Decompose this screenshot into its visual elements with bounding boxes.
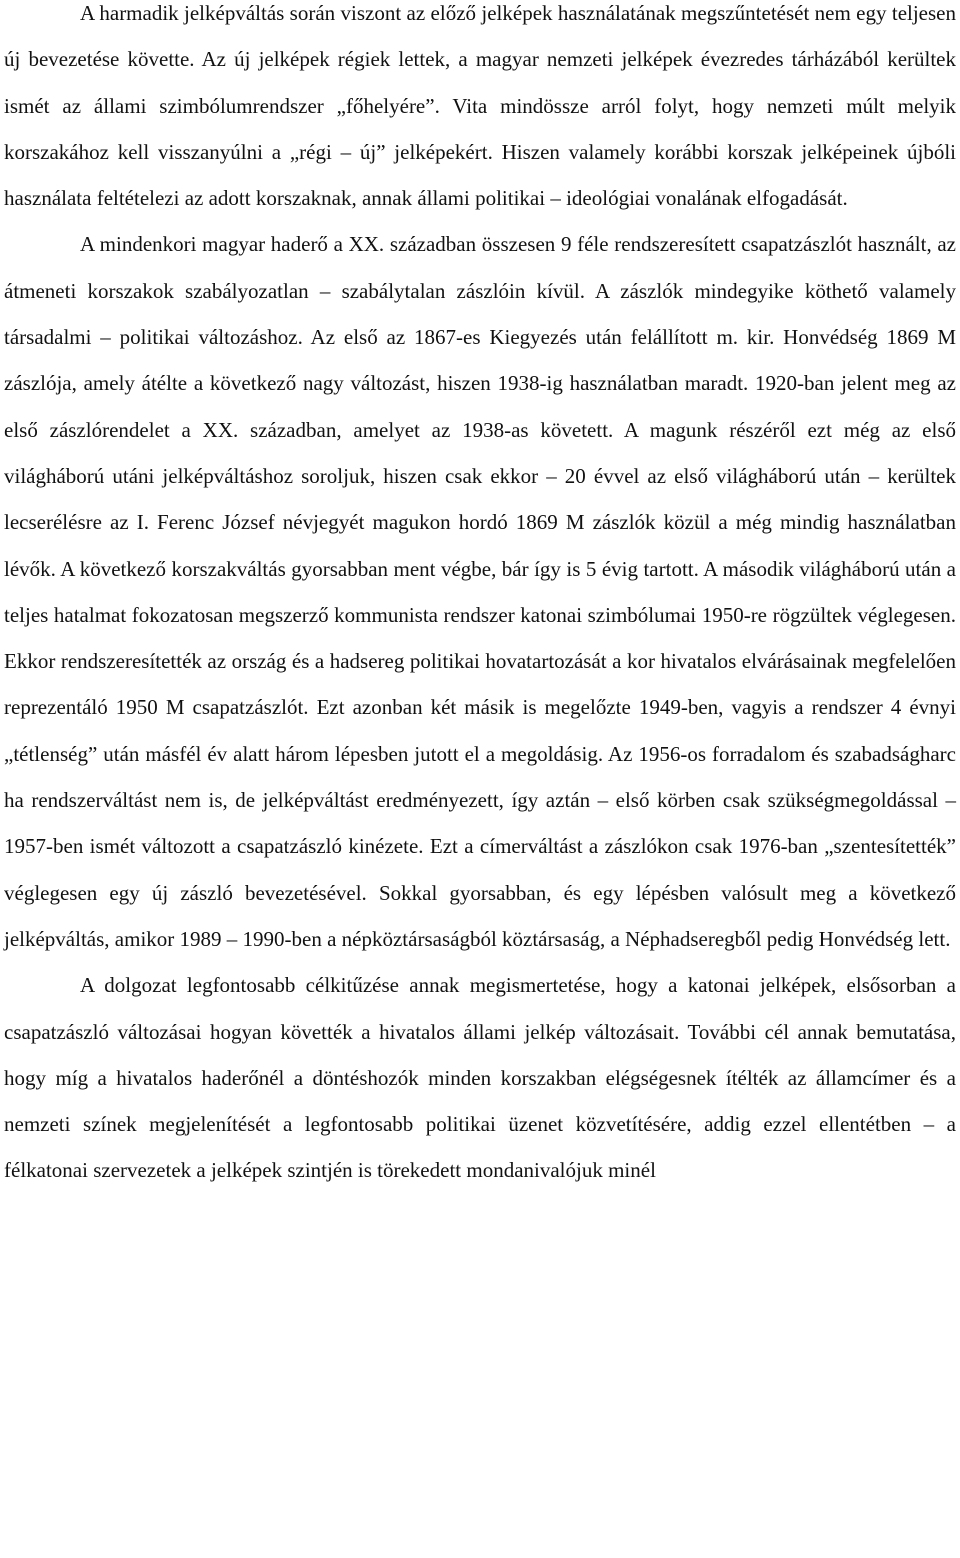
paragraph-1: A harmadik jelképváltás során viszont az előző jelképek használatának megszűntetését nem egy teljesen új bevezetése követte. Az új jelképek régiek lettek, a magyar nemzeti jelképek évezredes tárházából kerültek ismét az állami szimbólumrendszer „főhelyére”. Vita mindössze arról folyt, hogy nemzeti múlt melyik korszakához kell visszanyúlni a „régi – új” jelképekért. Hiszen valamely korábbi korszak jelképeinek újbóli használata feltételezi az adott korszaknak, annak állami politikai – ideológiai vonalának elfogadását. [4, 1, 956, 211]
paragraph-2: A mindenkori magyar haderő a XX. században összesen 9 féle rendszeresített csapatzászlót használt, az átmeneti korszakok szabályozatlan – szabálytalan zászlóin kívül. A zászlók mindegyike köthető valamely társadalmi – politikai változáshoz. Az első az 1867-es Kiegyezés után felállított m. kir. Honvédség 1869 M zászlója, amely átélte a következő nagy változást, hiszen 1938-ig használatban maradt. 1920-ban jelent meg az első zászlórendelet a XX. században, amelyet az 1938-as követett. A magunk részéről ezt még az első világháború utáni jelképváltáshoz soroljuk, hiszen csak ekkor – 20 évvel az első világháború után – kerültek lecserélésre az I. Ferenc József névjegyét magukon hordó 1869 M zászlók közül a még mindig használatban lévők. A következő korszakváltás gyorsabban ment végbe, bár így is 5 évig tartott. A második világháború után a teljes hatalmat fokozatosan megszerző kommunista rendszer katonai szimbólumai 1950-re rögzültek véglegesen. Ekkor rendszeresítették az ország és a hadsereg politikai hovatartozását a kor hivatalos elvárásainak megfelelően reprezentáló 1950 M csapatzászlót. Ezt azonban két másik is megelőzte 1949-ben, vagyis a rendszer 4 évnyi „tétlenség” után másfél év alatt három lépesben jutott el a megoldásig. Az 1956-os forradalom és szabadságharc ha rendszerváltást nem is, de jelképváltást eredményezett, így aztán – első körben csak szükségmegoldással – 1957-ben ismét változott a csapatzászló kinézete. Ezt a címerváltást a zászlókon csak 1976-ban „szentesítették” véglegesen egy új zászló bevezetésével. Sokkal gyorsabban, és egy lépésben valósult meg a következő jelképváltás, amikor 1989 – 1990-ben a népköztársaságból köztársaság, a Néphadseregből pedig Honvédség lett. [4, 232, 956, 951]
paragraph-3: A dolgozat legfontosabb célkitűzése annak megismertetése, hogy a katonai jelképek, elsősorban a csapatzászló változásai hogyan követték a hivatalos állami jelkép változásait. További cél annak bemutatása, hogy míg a hivatalos haderőnél a döntéshozók minden korszakban elégségesnek ítélték az államcímer és a nemzeti színek megjelenítését a legfontosabb politikai üzenet közvetítésére, addig ezzel ellentétben – a félkatonai szervezetek a jelképek szintjén is törekedett mondanivalójuk minél [4, 973, 956, 1183]
document-page [4, 0, 956, 1194]
